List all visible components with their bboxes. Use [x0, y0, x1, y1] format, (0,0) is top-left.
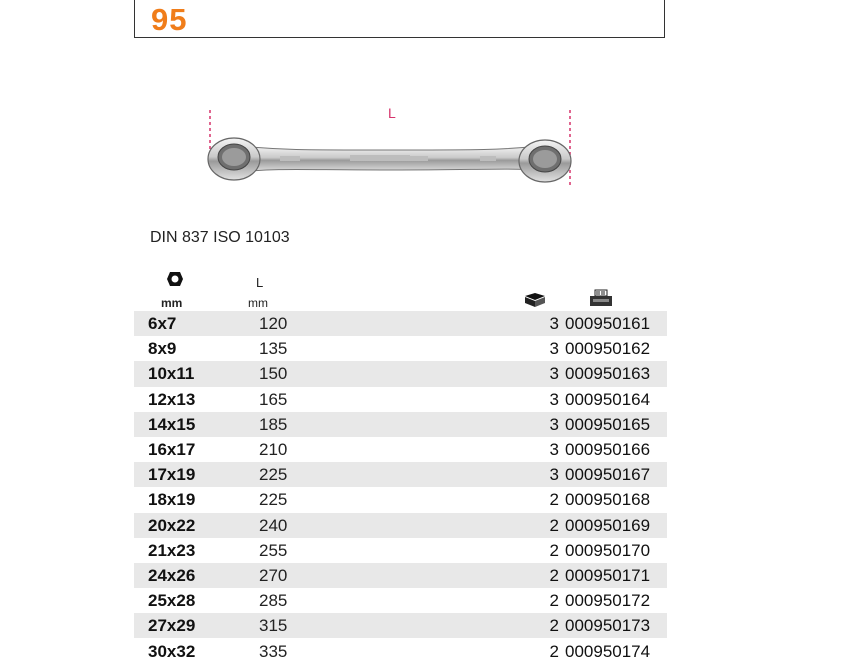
length-cell: 285 [259, 591, 288, 611]
pack-qty-cell: 2 [549, 591, 559, 611]
article-code-cell: 000950161 [565, 311, 667, 336]
wrench-illustration [200, 98, 590, 198]
table-row [134, 412, 667, 437]
pack-qty-cell: 2 [549, 641, 559, 661]
article-code-cell: 000950163 [565, 361, 667, 386]
table-row [134, 361, 667, 386]
size-cell: 21x23 [148, 540, 196, 560]
pack-qty-cell: 2 [549, 540, 559, 560]
article-code-cell: 000950166 [565, 440, 651, 460]
length-cell: 225 [259, 490, 288, 510]
catalog-number: 95 [151, 2, 188, 37]
pack-qty-cell: 2 [539, 563, 565, 588]
article-code-cell: 000950164 [565, 389, 651, 409]
article-code-cell: 000950165 [565, 412, 667, 437]
table-row [134, 613, 667, 638]
length-cell: 150 [259, 361, 539, 386]
spec-table [134, 311, 667, 664]
article-code-cell: 000950171 [565, 563, 667, 588]
table-row [134, 513, 667, 538]
table-row [134, 387, 667, 412]
pack-qty-cell: 3 [539, 311, 565, 336]
article-code-cell: 000950172 [565, 591, 651, 611]
wrench-figure [200, 98, 590, 198]
length-cell: 210 [259, 440, 288, 460]
size-cell: 17x19 [134, 462, 259, 487]
article-code-cell: 000950169 [565, 513, 667, 538]
article-code-cell: 000950168 [565, 490, 651, 510]
pack-qty-cell: 2 [549, 490, 559, 510]
article-code-cell: 000950174 [565, 641, 651, 661]
pack-qty-cell: 3 [549, 440, 559, 460]
article-code-cell: 000950162 [565, 339, 651, 359]
standard-label: DIN 837 ISO 10103 [150, 229, 290, 246]
length-cell: 165 [259, 389, 288, 409]
table-row [134, 563, 667, 588]
table-row [134, 336, 667, 361]
pack-qty-cell: 3 [539, 361, 565, 386]
size-cell: 30x32 [148, 641, 196, 661]
size-cell: 14x15 [134, 412, 259, 437]
article-code-cell: 000950173 [565, 613, 667, 638]
table-row [134, 538, 667, 563]
size-cell: 10x11 [134, 361, 259, 386]
article-code-cell: 000950170 [565, 540, 651, 560]
pack-qty-cell: 3 [549, 389, 559, 409]
length-cell: 240 [259, 513, 539, 538]
size-cell: 6x7 [134, 311, 259, 336]
length-cell: 135 [259, 339, 288, 359]
length-cell: 315 [259, 613, 539, 638]
size-cell: 18x19 [148, 490, 196, 510]
barcode-printer-icon [589, 289, 613, 307]
pack-qty-cell: 3 [539, 412, 565, 437]
package-box-icon [523, 292, 549, 308]
table-row [134, 311, 667, 336]
length-cell: 225 [259, 462, 539, 487]
pack-qty-cell: 2 [539, 513, 565, 538]
pack-qty-cell: 3 [549, 339, 559, 359]
length-label: L [256, 275, 264, 290]
size-cell: 20x22 [134, 513, 259, 538]
nut-hexagon-icon [166, 271, 184, 287]
length-cell: 270 [259, 563, 539, 588]
table-row [134, 437, 667, 462]
table-row [134, 588, 667, 613]
size-cell: 16x17 [148, 440, 196, 460]
size-cell: 12x13 [148, 389, 196, 409]
length-cell: 335 [259, 641, 288, 661]
article-code-cell: 000950167 [565, 462, 667, 487]
table-row [134, 638, 667, 663]
table-row [134, 462, 667, 487]
length-cell: 185 [259, 412, 539, 437]
dimension-label: L [388, 105, 396, 121]
title-box [134, 0, 665, 38]
size-cell: 27x29 [134, 613, 259, 638]
size-unit: mm [161, 296, 183, 310]
size-cell: 25x28 [148, 591, 196, 611]
pack-qty-cell: 3 [539, 462, 565, 487]
length-cell: 255 [259, 540, 288, 560]
size-cell: 24x26 [134, 563, 259, 588]
table-row [134, 487, 667, 512]
size-cell: 8x9 [148, 339, 177, 359]
length-cell: 120 [259, 311, 539, 336]
length-unit: mm [248, 296, 268, 310]
pack-qty-cell: 2 [539, 613, 565, 638]
